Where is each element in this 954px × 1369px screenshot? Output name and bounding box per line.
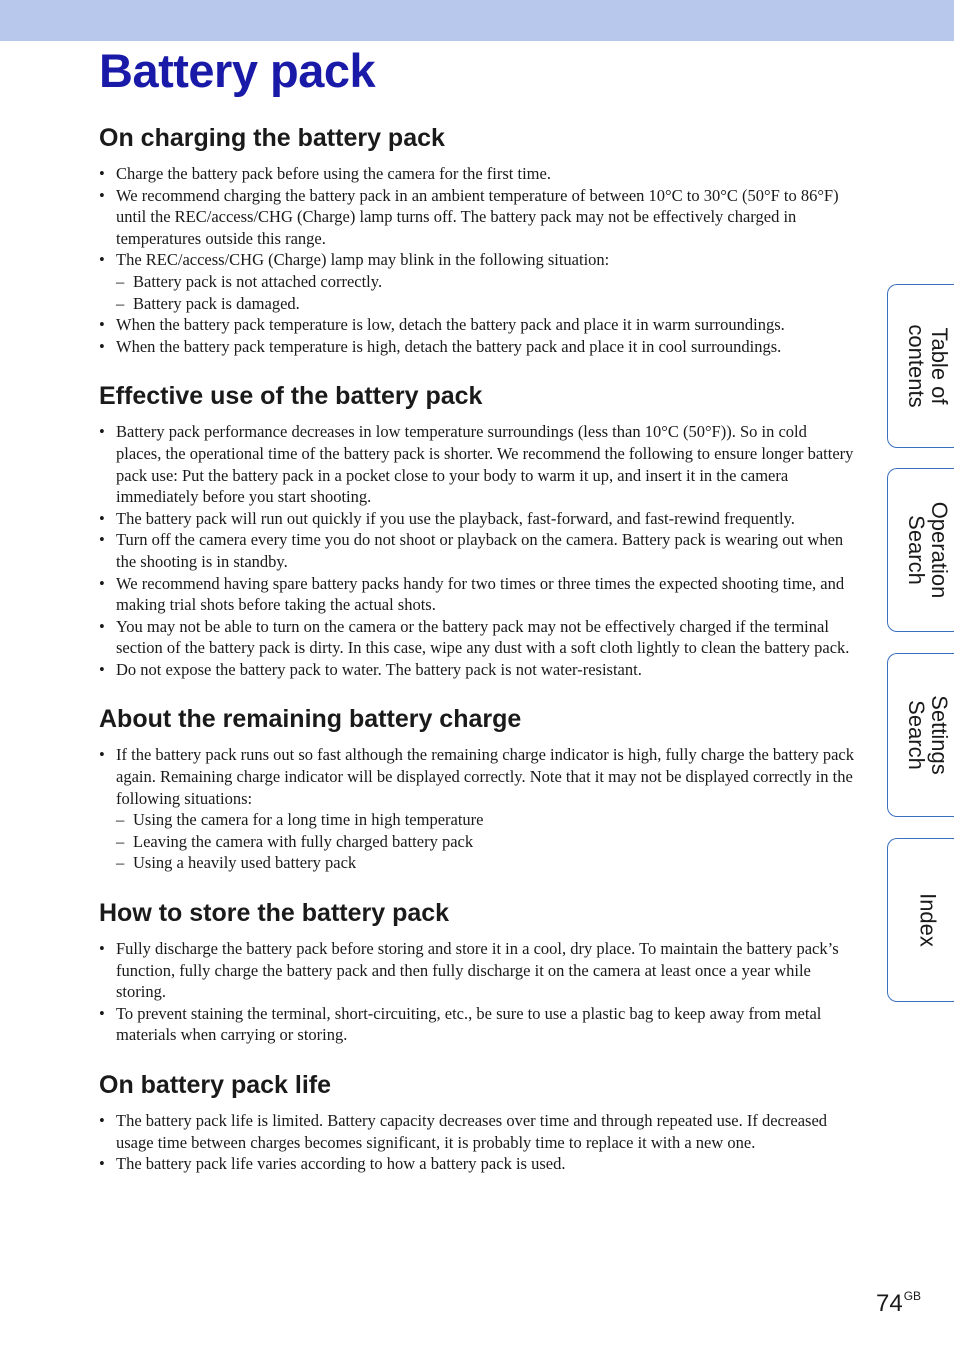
bullet-item <box>99 508 854 530</box>
section <box>99 114 854 357</box>
section <box>99 889 854 1046</box>
section <box>99 1061 854 1175</box>
sub-list <box>116 809 854 874</box>
bullet-item <box>99 529 854 572</box>
bullet-item <box>99 744 854 874</box>
bullet-text: Fully discharge the battery pack before storing and store it in a cool, dry place. To maintain the battery pack’s function, fully charge the battery pack and then fully discharge it on the camera at least once a year while storing. <box>116 939 839 1002</box>
tab-index[interactable] <box>887 838 954 1002</box>
tab-label: Table of contents <box>903 324 952 408</box>
header-band <box>0 0 954 41</box>
page-number-value: 74 <box>876 1290 903 1317</box>
tab-settings-search[interactable] <box>887 653 954 817</box>
bullet-text: Charge the battery pack before using the camera for the first time. <box>116 164 551 183</box>
section <box>99 695 854 874</box>
bullet-item <box>99 573 854 616</box>
bullet-text: Turn off the camera every time you do not shoot or playback on the camera. Battery pack is wearing out when the shooting is in standby. <box>116 530 844 571</box>
page-number-suffix: GB <box>903 1289 922 1303</box>
bullet-list <box>99 163 854 357</box>
section <box>99 372 854 680</box>
bullet-item <box>99 314 854 336</box>
tab-table-of-contents[interactable] <box>887 284 954 448</box>
bullet-text: If the battery pack runs out so fast although the remaining charge indicator is high, fully charge the battery pack again. Remaining charge indicator will be displayed correctly. Note that it may not be displayed correctly in the following situations: <box>116 745 854 808</box>
bullet-text: The battery pack will run out quickly if you use the playback, fast-forward, and fast-rewind frequently. <box>116 508 795 528</box>
bullet-list <box>99 938 854 1046</box>
bullet-item <box>99 1003 854 1046</box>
section-heading: How to store the battery pack <box>99 899 450 928</box>
sub-list <box>116 271 854 314</box>
sub-item: – Using a heavily used battery pack <box>116 852 854 874</box>
tab-label: Index <box>915 893 940 947</box>
bullet-item <box>99 421 854 507</box>
bullet-list <box>99 744 854 874</box>
bullet-item <box>99 659 854 681</box>
bullet-list <box>99 421 854 680</box>
bullet-text: The REC/access/CHG (Charge) lamp may blink in the following situation: <box>116 250 610 270</box>
sub-item: – Battery pack is not attached correctly. <box>116 271 854 293</box>
bullet-text: Do not expose the battery pack to water. The battery pack is not water-resistant. <box>116 659 642 679</box>
bullet-item <box>99 185 854 250</box>
page-number <box>876 1289 921 1318</box>
sub-item: – Using the camera for a long time in high temperature <box>116 809 854 831</box>
section-heading: Effective use of the battery pack <box>99 382 483 411</box>
page-title: Battery pack <box>99 44 376 97</box>
sub-item: – Leaving the camera with fully charged battery pack <box>116 831 854 853</box>
bullet-text: When the battery pack temperature is low, detach the battery pack and place it in warm surroundings. <box>116 315 785 335</box>
bullet-item <box>99 163 854 185</box>
bullet-text: We recommend having spare battery packs handy for two times or three times the expected shooting time, and making trial shots before taking the actual shots. <box>116 573 845 615</box>
bullet-text: When the battery pack temperature is high, detach the battery pack and place it in cool surroundings. <box>116 336 782 356</box>
bullet-item <box>99 249 854 314</box>
bullet-item <box>99 336 854 358</box>
tab-label: Settings Search <box>903 695 952 775</box>
bullet-item <box>99 1110 854 1153</box>
bullet-list <box>99 1110 854 1175</box>
bullet-text: The battery pack life is limited. Battery capacity decreases over time and through repeated use. If decreased usage time between charges becomes significant, it is probably time to replace it with a new one. <box>116 1111 828 1152</box>
bullet-item <box>99 938 854 1003</box>
bullet-item <box>99 1153 854 1175</box>
bullet-text: We recommend charging the battery pack in an ambient temperature of between 10°C to 30°C (50°F to 86°F) until the REC/access/CHG (Charge) lamp turns off. The battery pack may not be effectively charged in temperatures outside this range. <box>116 185 839 248</box>
main-content <box>99 114 854 1190</box>
section-heading: About the remaining battery charge <box>99 705 522 734</box>
bullet-text: The battery pack life varies according to how a battery pack is used. <box>116 1154 566 1174</box>
tab-label: Operation Search <box>903 501 952 599</box>
bullet-text: To prevent staining the terminal, short-circuiting, etc., be sure to use a plastic bag to keep away from metal materials when carrying or storing. <box>116 1003 822 1045</box>
section-heading: On battery pack life <box>99 1071 332 1099</box>
sub-item: – Battery pack is damaged. <box>116 293 854 315</box>
bullet-text: Battery pack performance decreases in low temperature surroundings (less than 10°C (50°F)). So in cold places, the operational time of the battery pack is shorter. We recommend the following to ensure longer battery pack use: Put the battery pack in a pocket close to your body to warm it up, and insert it in the camera immediately before you start shooting. <box>116 422 854 507</box>
bullet-item <box>99 616 854 659</box>
section-heading: On charging the battery pack <box>99 124 445 152</box>
bullet-text: You may not be able to turn on the camera or the battery pack may not be effectively charged if the terminal section of the battery pack is dirty. In this case, wipe any dust with a soft cloth lightly to clean the battery pack. <box>116 616 850 658</box>
tab-operation-search[interactable] <box>887 468 954 632</box>
